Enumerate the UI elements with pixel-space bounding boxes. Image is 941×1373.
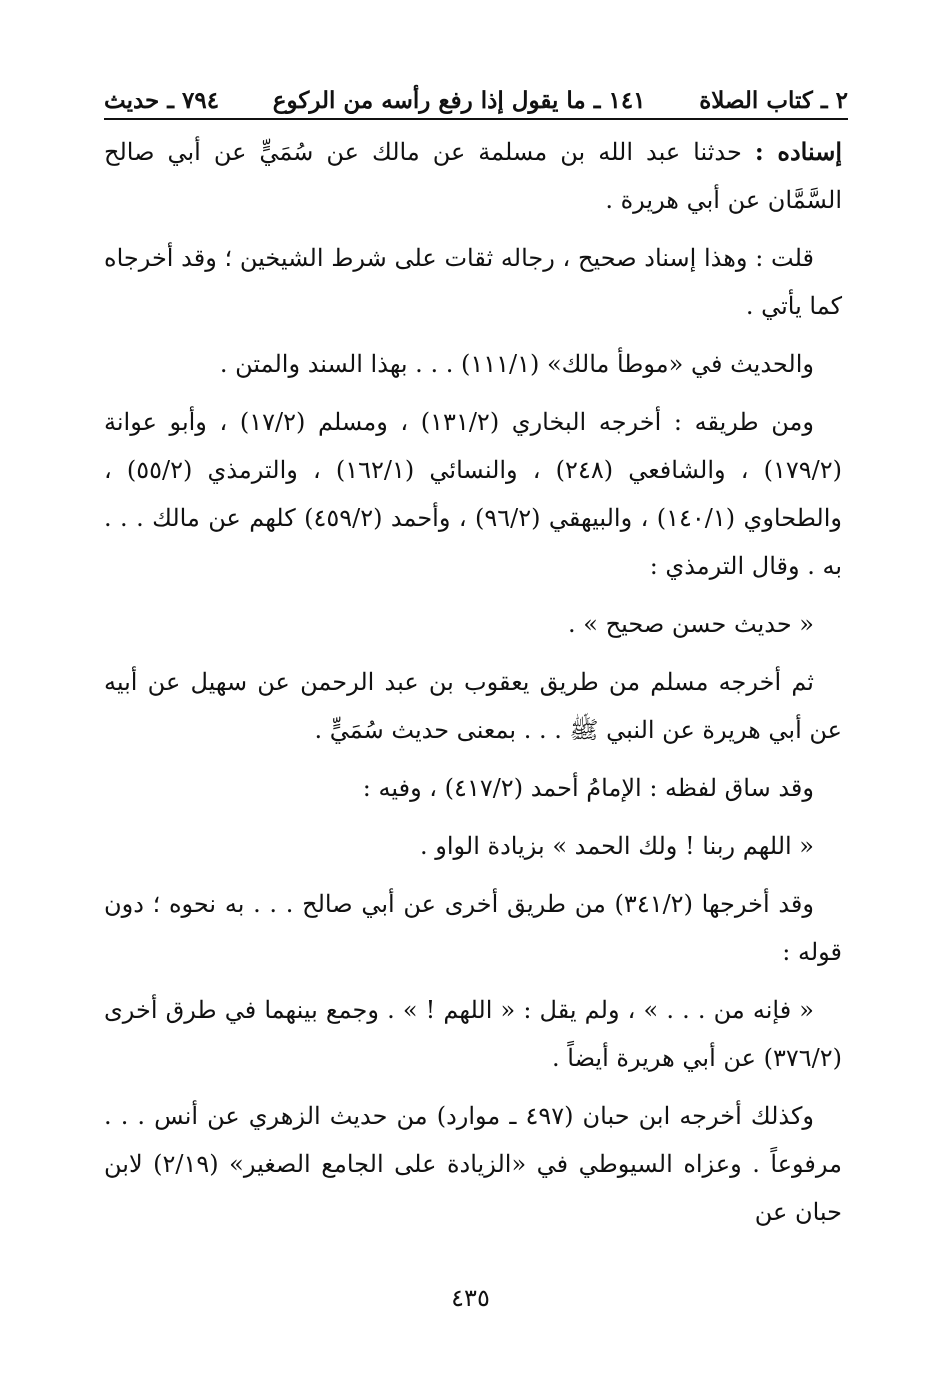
paragraph-text: « حديث حسن صحيح » . [568, 610, 814, 638]
paragraph [104, 822, 842, 870]
paragraph-text: « فإنه من . . . » ، ولم يقل : « اللهم ! » . وجمع بينهما في طرق أخرى (٣٧٦/٢) عن أبي هريرة أيضاً . [104, 996, 842, 1072]
paragraph-text: ومن طريقه : أخرجه البخاري (١٣١/٢) ، ومسلم (١٧/٢) ، وأبو عوانة (١٧٩/٢) ، والشافعي (٢٤٨) ، والنسائي (١٦٢/١) ، والترمذي (٥٥/٢) ، والطحاوي (١٤٠/١) ، والبيهقي (٩٦/٢) ، وأحمد (٤٥٩/٢) كلهم عن مالك . . . به . وقال الترمذي : [104, 408, 843, 580]
paragraph-text: « اللهم ربنا ! ولك الحمد » بزيادة الواو . [420, 832, 814, 860]
paragraph [104, 880, 842, 976]
header-book-title: ٢ ـ كتاب الصلاة [699, 87, 848, 114]
running-header [104, 74, 848, 114]
paragraph [104, 600, 842, 648]
paragraph-text: وكذلك أخرجه ابن حبان (٤٩٧ ـ موارد) من حديث الزهري عن أنس . . . مرفوعاً . وعزاه السيوطي في «الزيادة على الجامع الصغير» (٢/١٩) لابن حبان عن [104, 1102, 842, 1226]
paragraph [104, 234, 842, 330]
paragraph [104, 986, 842, 1082]
header-hadith-number: ٧٩٤ ـ حديث [104, 87, 220, 114]
header-chapter-title: ١٤١ ـ ما يقول إذا رفع رأسه من الركوع [272, 87, 646, 114]
paragraph [104, 340, 842, 388]
paragraph-text: ثم أخرجه مسلم من طريق يعقوب بن عبد الرحمن عن سهيل عن أبيه عن أبي هريرة عن النبي ﷺ . . . بمعنى حديث سُمَيٍّ . [104, 668, 842, 744]
paragraph-text: قلت : وهذا إسناد صحيح ، رجاله ثقات على شرط الشيخين ؛ وقد أخرجاه كما يأتي . [104, 244, 842, 320]
paragraph-text: وقد أخرجها (٣٤١/٢) من طريق أخرى عن أبي صالح . . . به نحوه ؛ دون قوله : [104, 890, 842, 966]
paragraph [104, 658, 842, 754]
header-divider [104, 118, 848, 120]
isnad-label: إسناده : [754, 137, 842, 166]
paragraph [104, 1092, 842, 1236]
paragraph-text: وقد ساق لفظه : الإمامُ أحمد (٤١٧/٢) ، وفيه : [362, 774, 814, 802]
paragraph [104, 398, 842, 590]
page-number: ٤٣٥ [451, 1284, 490, 1312]
paragraph [104, 764, 842, 812]
paragraph-isnad [104, 128, 842, 224]
paragraph-text: حدثنا عبد الله بن مسلمة عن مالك عن سُمَيٍّ عن أبي صالح السَّمَّان عن أبي هريرة . [104, 138, 842, 214]
page-body [104, 128, 842, 1246]
paragraph-text: والحديث في «موطأ مالك» (١١١/١) . . . بهذا السند والمتن . [219, 350, 814, 378]
